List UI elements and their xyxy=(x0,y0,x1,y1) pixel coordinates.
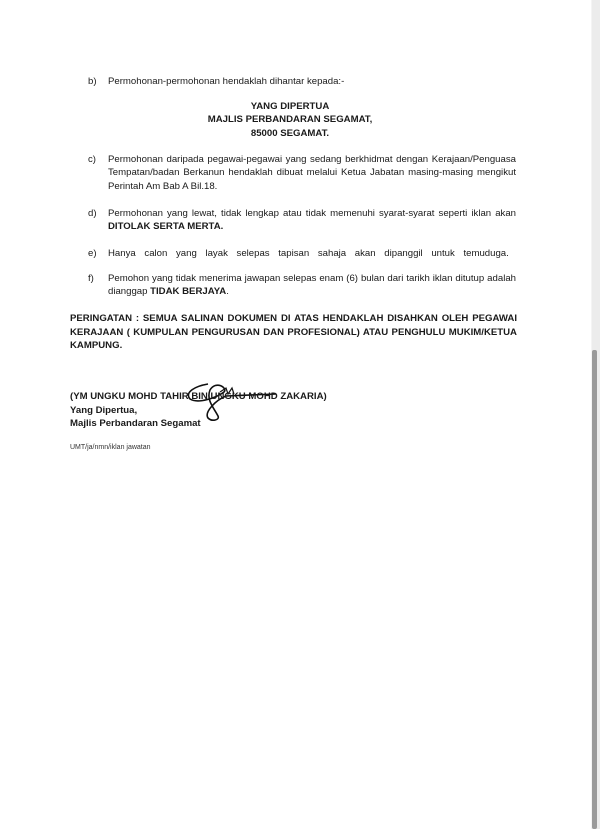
address-line: MAJLIS PERBANDARAN SEGAMAT, xyxy=(207,114,373,126)
scrollbar-thumb[interactable] xyxy=(592,350,597,829)
address-line: YANG DIPERTUA xyxy=(250,101,330,112)
item-f xyxy=(88,272,516,299)
reference-code: UMT/ja/nmn/iklan jawatan xyxy=(70,444,151,451)
signatory-org: Majlis Perbandaran Segamat xyxy=(70,418,201,429)
item-text-bold: DITOLAK SERTA MERTA. xyxy=(108,221,224,233)
item-b xyxy=(88,75,516,88)
item-d xyxy=(88,207,516,234)
address-line: 85000 SEGAMAT. xyxy=(250,127,330,139)
signatory-block xyxy=(70,390,327,431)
item-text: Permohonan-permohonan hendaklah dihantar kepada:- xyxy=(108,76,345,87)
item-label: f) xyxy=(88,273,94,284)
item-text-plain: Pemohon yang tidak menerima jawapan selepas enam (6) bulan dari tarikh iklan ditutup adalah dianggap xyxy=(108,273,516,298)
item-text xyxy=(108,207,516,234)
item-text xyxy=(108,272,516,299)
item-c xyxy=(88,153,516,193)
item-label: d) xyxy=(88,208,97,219)
item-label: c) xyxy=(88,154,96,165)
item-e xyxy=(88,247,516,260)
signatory-name: (YM UNGKU MOHD TAHIR BIN UNGKU MOHD ZAKARIA) xyxy=(70,391,327,402)
signatory-title: Yang Dipertua, xyxy=(70,404,138,416)
item-label: e) xyxy=(88,248,97,259)
item-text-end: . xyxy=(226,286,229,298)
item-label: b) xyxy=(88,76,97,87)
item-text-bold: TIDAK BERJAYA xyxy=(150,286,227,298)
item-text: Hanya calon yang layak selepas tapisan sahaja akan dipanggil untuk temuduga. xyxy=(108,248,509,259)
item-text: Permohonan daripada pegawai-pegawai yang sedang berkhidmat dengan Kerajaan/Penguasa Tempatan/badan Berkanun hendaklah dibuat melalui Ketua Jabatan masing-masing mengikut Perintah Am Bab A Bil.18. xyxy=(108,154,516,192)
warning-notice: PERINGATAN : SEMUA SALINAN DOKUMEN DI ATAS HENDAKLAH DISAHKAN OLEH PEGAWAI KERAJAAN ( KUMPULAN PENGURUSAN DAN PROFESIONAL) ATAU PENGHULU MUKIM/KETUA KAMPUNG. xyxy=(70,313,517,352)
address-block xyxy=(88,100,492,140)
item-text-plain: Permohonan yang lewat, tidak lengkap atau tidak memenuhi syarat-syarat seperti iklan akan xyxy=(108,208,516,219)
